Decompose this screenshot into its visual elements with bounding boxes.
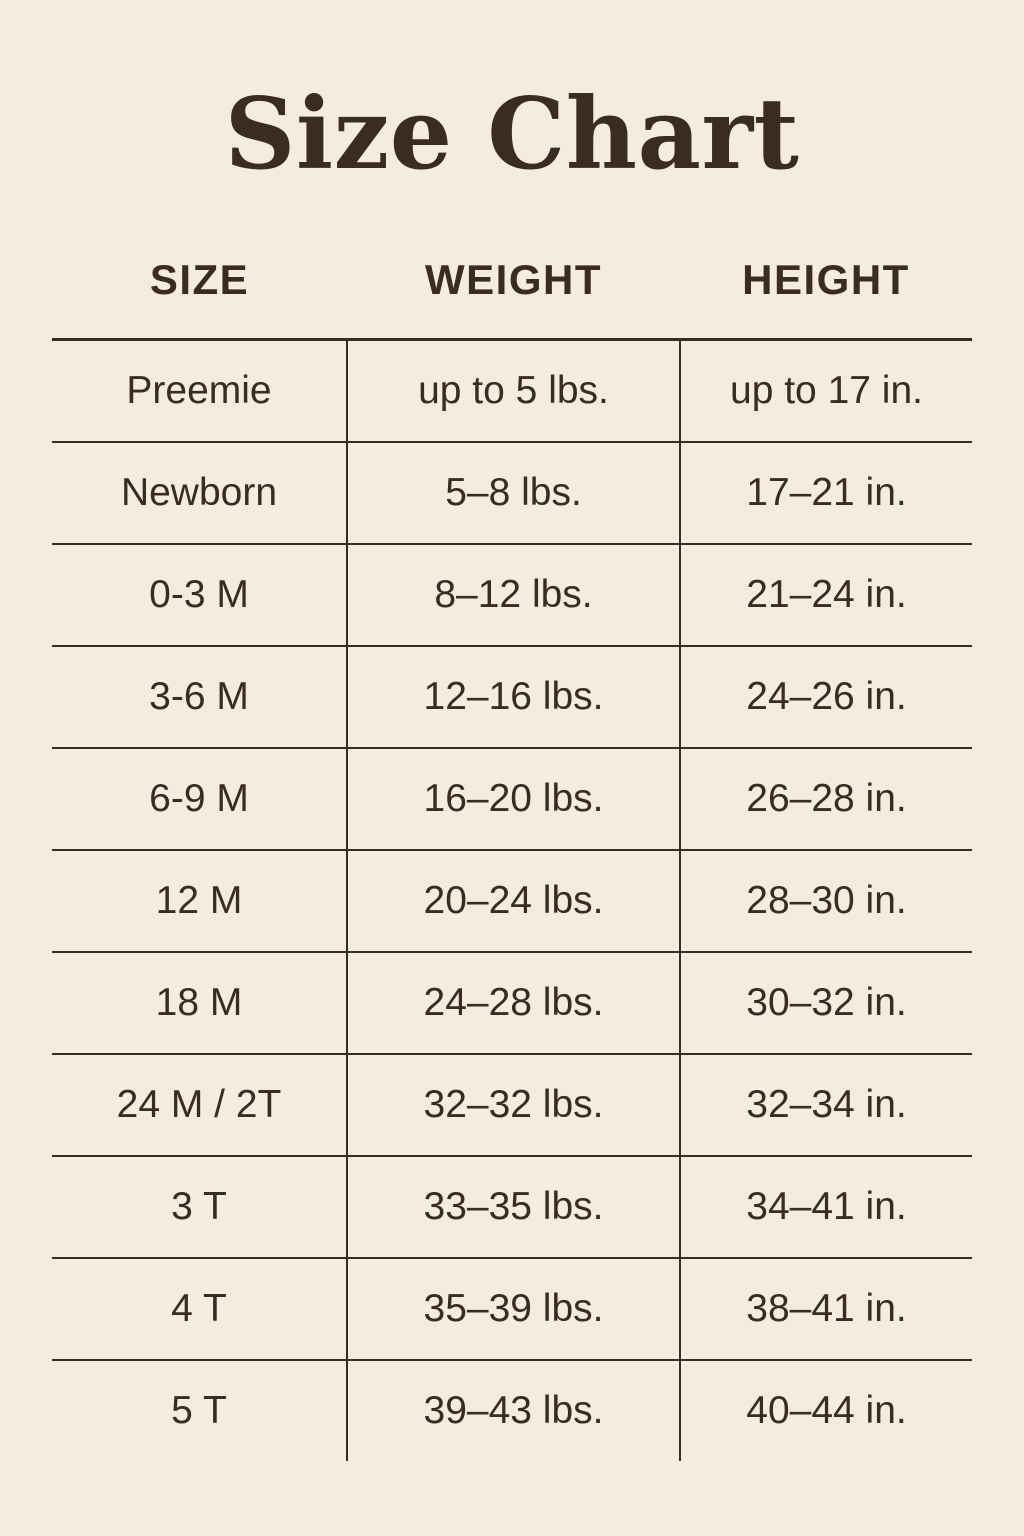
table-row	[52, 1360, 972, 1461]
table-row	[52, 646, 972, 748]
table-header	[52, 256, 972, 340]
column-header-size: SIZE	[52, 256, 347, 340]
cell-height: 17–21 in.	[680, 442, 972, 544]
cell-height: 34–41 in.	[680, 1156, 972, 1258]
column-header-weight: WEIGHT	[347, 256, 680, 340]
cell-size: 4 T	[52, 1258, 347, 1360]
cell-height: 30–32 in.	[680, 952, 972, 1054]
size-chart-table	[52, 256, 972, 1461]
table-row	[52, 1156, 972, 1258]
cell-height: 28–30 in.	[680, 850, 972, 952]
cell-size: Newborn	[52, 442, 347, 544]
cell-size: 18 M	[52, 952, 347, 1054]
table-header-row	[52, 256, 972, 340]
cell-weight: 32–32 lbs.	[347, 1054, 680, 1156]
cell-height: up to 17 in.	[680, 340, 972, 443]
column-header-height: HEIGHT	[680, 256, 972, 340]
table-row	[52, 340, 972, 443]
cell-size: 3 T	[52, 1156, 347, 1258]
cell-height: 38–41 in.	[680, 1258, 972, 1360]
cell-height: 24–26 in.	[680, 646, 972, 748]
cell-weight: 8–12 lbs.	[347, 544, 680, 646]
cell-weight: 12–16 lbs.	[347, 646, 680, 748]
cell-height: 40–44 in.	[746, 1389, 907, 1432]
cell-weight: 5–8 lbs.	[347, 442, 680, 544]
cell-weight: 39–43 lbs.	[347, 1360, 680, 1461]
cell-weight: 16–20 lbs.	[347, 748, 680, 850]
cell-size: 24 M / 2T	[52, 1054, 347, 1156]
cell-weight: 35–39 lbs.	[347, 1258, 680, 1360]
table-row	[52, 850, 972, 952]
cell-size: 5 T	[52, 1360, 347, 1461]
table-row	[52, 748, 972, 850]
cell-size: 3-6 M	[52, 646, 347, 748]
table-row	[52, 442, 972, 544]
cell-height: 32–34 in.	[680, 1054, 972, 1156]
cell-weight: up to 5 lbs.	[347, 340, 680, 443]
table-row	[52, 952, 972, 1054]
table-body	[52, 340, 972, 1462]
cell-weight: 24–28 lbs.	[347, 952, 680, 1054]
table-row	[52, 1258, 972, 1360]
cell-height: 21–24 in.	[680, 544, 972, 646]
cell-size: 0-3 M	[52, 544, 347, 646]
table-row	[52, 544, 972, 646]
cell-size: Preemie	[52, 340, 347, 443]
page-title: Size Chart	[224, 77, 800, 192]
cell-size: 6-9 M	[52, 748, 347, 850]
cell-size: 12 M	[52, 850, 347, 952]
cell-weight: 20–24 lbs.	[347, 850, 680, 952]
cell-height: 26–28 in.	[680, 748, 972, 850]
table-row	[52, 1054, 972, 1156]
cell-weight: 33–35 lbs.	[347, 1156, 680, 1258]
